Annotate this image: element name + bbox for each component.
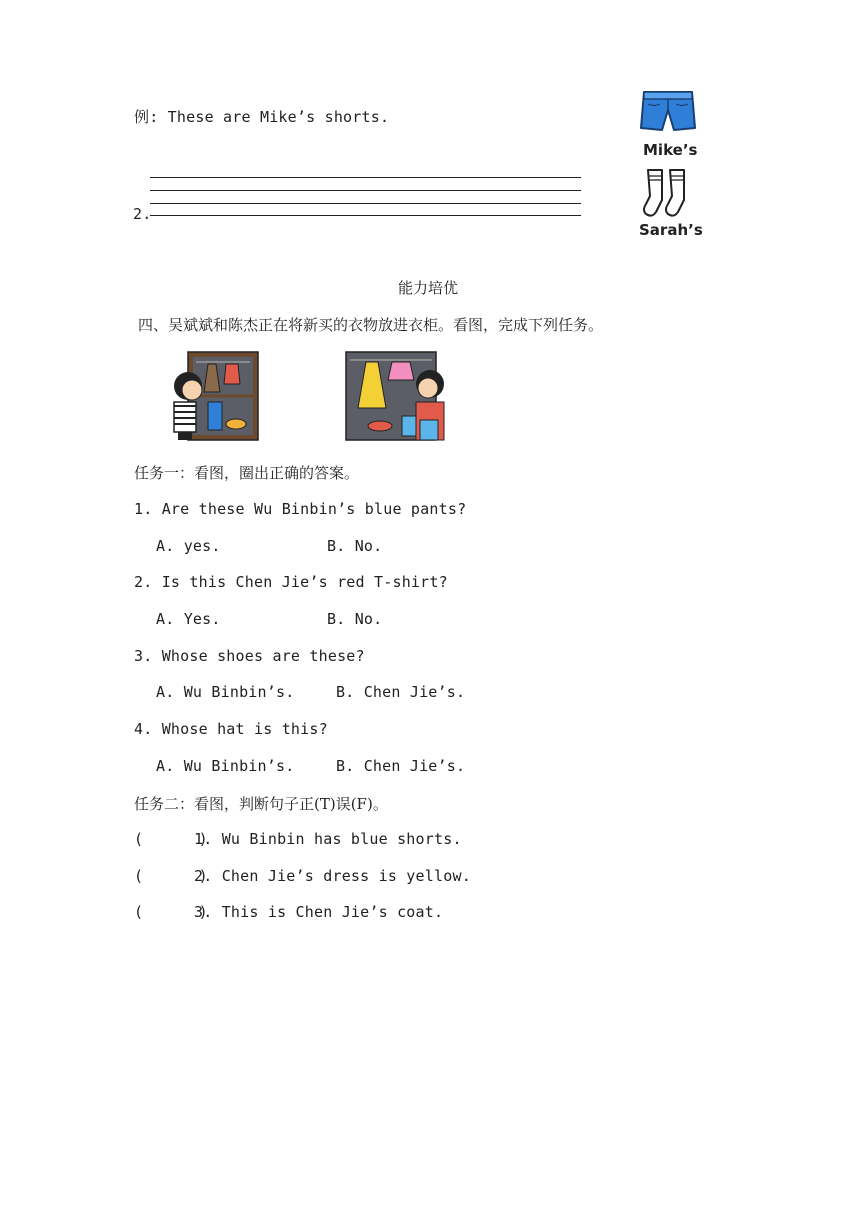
task1-q1-option-a[interactable]: A. yes. — [156, 537, 221, 555]
task1-title: 任务一：看图，圈出正确的答案。 — [134, 464, 360, 482]
task1-q2-option-a[interactable]: A. Yes. — [156, 610, 221, 628]
task2-statement-3: 3. This is Chen Jie’s coat. — [194, 903, 444, 921]
task1-q3-option-a[interactable]: A. Wu Binbin’s. — [156, 683, 295, 701]
socks-icon — [640, 166, 696, 222]
task2-title: 任务二：看图，判断句子正(T)误(F)。 — [134, 795, 388, 813]
example-sentence: 例: These are Mike’s shorts. — [134, 108, 390, 126]
question-number-2: 2. — [133, 205, 152, 223]
section4-heading: 四、吴斌斌和陈杰正在将新买的衣物放进衣柜。看图，完成下列任务。 — [138, 316, 604, 334]
task2-statement-2: 2. Chen Jie’s dress is yellow. — [194, 867, 471, 885]
answer-line-2 — [150, 190, 581, 191]
section-title: 能力培优 — [398, 279, 459, 297]
answer-line-4 — [150, 215, 581, 216]
task1-q3-option-b[interactable]: B. Chen Jie’s. — [336, 683, 466, 701]
task1-q2-option-b[interactable]: B. No. — [327, 610, 383, 628]
task2-statement-1: 1. Wu Binbin has blue shorts. — [194, 830, 462, 848]
task1-question-1: 1. Are these Wu Binbin’s blue pants? — [134, 500, 467, 518]
mikes-label: Mike’s — [643, 141, 698, 159]
task1-question-4: 4. Whose hat is this? — [134, 720, 328, 738]
sarahs-label: Sarah’s — [639, 221, 703, 239]
task2-answer-paren-2[interactable]: ( ) — [134, 867, 208, 885]
task1-question-3: 3. Whose shoes are these? — [134, 647, 365, 665]
boy-wardrobe-illustration — [168, 350, 260, 442]
girl-wardrobe-illustration — [344, 350, 446, 442]
task1-q1-option-b[interactable]: B. No. — [327, 537, 383, 555]
task1-q4-option-a[interactable]: A. Wu Binbin’s. — [156, 757, 295, 775]
task2-answer-paren-1[interactable]: ( ) — [134, 830, 208, 848]
task1-question-2: 2. Is this Chen Jie’s red T-shirt? — [134, 573, 448, 591]
answer-line-1 — [150, 177, 581, 178]
answer-line-3 — [150, 203, 581, 204]
task1-q4-option-b[interactable]: B. Chen Jie’s. — [336, 757, 466, 775]
task2-answer-paren-3[interactable]: ( ) — [134, 903, 208, 921]
shorts-icon — [638, 88, 698, 140]
